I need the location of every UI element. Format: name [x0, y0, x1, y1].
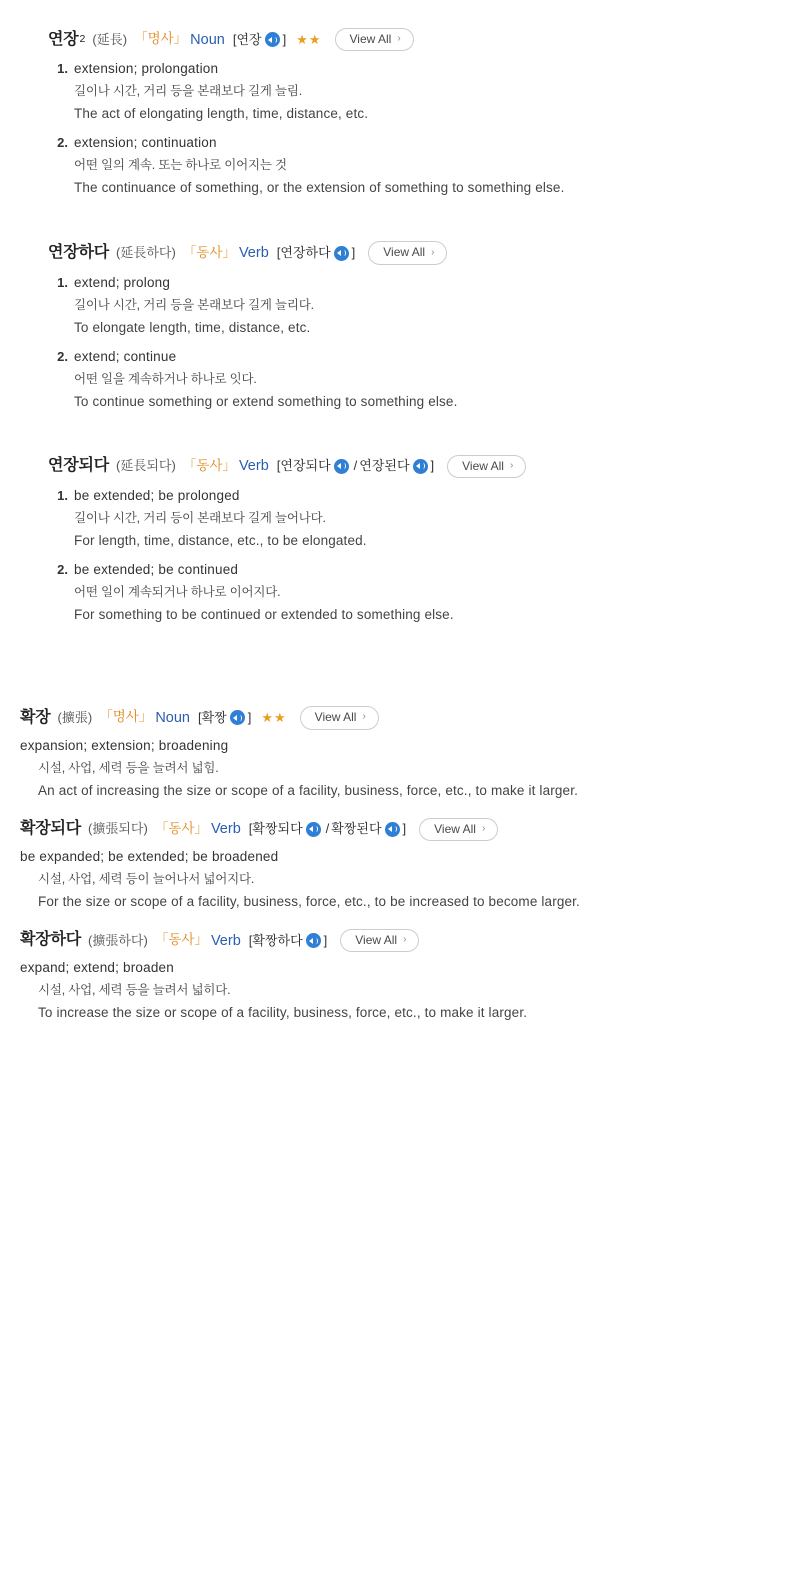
- frequency-stars: ★★: [261, 709, 287, 725]
- spacer: [20, 435, 780, 455]
- english-definition: To increase the size or scope of a facility, business, force, etc., to make it larger.: [38, 1005, 528, 1021]
- entry-header: [20, 706, 780, 729]
- sense: [20, 849, 780, 909]
- entry-group-hwakjang: [20, 706, 780, 1020]
- korean-definition: 시설, 사업, 세력 등을 늘려서 넓히다.: [38, 983, 231, 998]
- english-gloss: expand; extend; broaden: [20, 960, 174, 976]
- pos-english: Verb: [238, 244, 269, 261]
- sense: [48, 349, 780, 409]
- view-all-label: View All: [434, 821, 476, 836]
- english-gloss: expansion; extension; broadening: [20, 737, 229, 753]
- english-gloss: be expanded; be extended; be broadened: [20, 848, 279, 864]
- pos-english: Verb: [238, 458, 269, 475]
- pronunciation: [ 확짱하다 ]: [248, 932, 328, 948]
- chevron-right-icon: ›: [403, 934, 407, 946]
- headword-superscript: 2: [79, 33, 86, 46]
- pronunciation: [ 확짱 ]: [197, 709, 252, 725]
- sense: [48, 562, 780, 622]
- hanja: (擴張되다): [88, 821, 148, 837]
- dictionary-entry: [20, 28, 780, 195]
- korean-definition: 어떤 일이 계속되거나 하나로 이어지다.: [74, 585, 281, 600]
- english-gloss: be extended; be prolonged: [74, 488, 240, 504]
- headword: 연장: [48, 30, 79, 48]
- pronunciation: [ 연장되다 / 연장된다 ]: [276, 458, 435, 474]
- sense: [48, 61, 780, 121]
- view-all-label: View All: [355, 932, 398, 947]
- english-gloss: extend; continue: [74, 348, 177, 364]
- korean-definition: 길이나 시간, 거리 등을 본래보다 길게 늘리다.: [74, 297, 314, 312]
- headword: 확장: [20, 708, 51, 726]
- view-all-button[interactable]: [447, 455, 526, 478]
- sense-number: 1 .: [48, 275, 68, 290]
- korean-definition: 시설, 사업, 세력 등이 늘어나서 넓어지다.: [38, 871, 255, 886]
- english-definition: An act of increasing the size or scope of a facility, business, force, etc., to make it larger.: [38, 782, 578, 798]
- pronunciation: [ 확짱되다 / 확짱된다 ]: [248, 821, 407, 837]
- headword: 연장하다: [48, 243, 110, 261]
- english-definition: To elongate length, time, distance, etc.: [74, 319, 311, 335]
- speaker-icon[interactable]: [230, 710, 245, 725]
- sense: [48, 488, 780, 548]
- pos-korean: 「동사」: [182, 244, 236, 260]
- english-definition: For something to be continued or extended to something else.: [74, 607, 454, 623]
- entry-header: [48, 241, 780, 264]
- view-all-label: View All: [462, 458, 504, 473]
- hanja: (擴張하다): [88, 932, 148, 948]
- view-all-button[interactable]: [335, 28, 414, 51]
- entry-header: [20, 929, 780, 952]
- pos-korean: 「동사」: [154, 932, 208, 948]
- hanja: (擴張): [57, 709, 93, 725]
- speaker-icon[interactable]: [306, 822, 321, 837]
- english-gloss: extend; prolong: [74, 274, 171, 290]
- sense-number: 2 .: [48, 562, 68, 577]
- dictionary-entry: [20, 818, 780, 909]
- pronunciation: [ 연장하다 ]: [276, 244, 356, 260]
- chevron-right-icon: ›: [362, 711, 366, 723]
- sense-number: 2 .: [48, 135, 68, 150]
- view-all-button[interactable]: [300, 706, 379, 729]
- pos-korean: 「동사」: [154, 820, 208, 836]
- speaker-icon[interactable]: [334, 246, 349, 261]
- pos-english: Verb: [210, 932, 241, 949]
- english-definition: For the size or scope of a facility, business, force, etc., to be increased to become larger.: [38, 893, 580, 909]
- korean-definition: 길이나 시간, 거리 등을 본래보다 길게 늘림.: [74, 84, 303, 99]
- pos-english: Noun: [190, 31, 225, 48]
- korean-definition: 시설, 사업, 세력 등을 늘려서 넓힘.: [38, 760, 219, 775]
- korean-definition: 어떤 일을 계속하거나 하나로 잇다.: [74, 371, 257, 386]
- speaker-icon[interactable]: [385, 822, 400, 837]
- english-definition: For length, time, distance, etc., to be elongated.: [74, 533, 367, 549]
- english-definition: The continuance of something, or the extension of something to something else.: [74, 180, 565, 196]
- sense-number: 2 .: [48, 349, 68, 364]
- dictionary-entry: [20, 929, 780, 1020]
- pos-english: Verb: [210, 821, 241, 838]
- english-gloss: extension; continuation: [74, 135, 217, 151]
- section-spacer: [20, 648, 780, 706]
- spacer: [20, 221, 780, 241]
- speaker-icon[interactable]: [306, 933, 321, 948]
- sense-number: 1 .: [48, 61, 68, 76]
- entry-header: [48, 28, 780, 51]
- speaker-icon[interactable]: [265, 32, 280, 47]
- dictionary-entry: [20, 706, 780, 797]
- headword: 연장되다: [48, 457, 110, 475]
- chevron-right-icon: ›: [397, 33, 401, 45]
- chevron-right-icon: ›: [481, 822, 486, 834]
- speaker-icon[interactable]: [334, 459, 349, 474]
- pos-korean: 「동사」: [182, 458, 236, 474]
- entry-header: [48, 455, 780, 478]
- frequency-stars: ★★: [296, 31, 322, 47]
- sense: [20, 738, 780, 798]
- english-gloss: be extended; be continued: [74, 562, 239, 578]
- pos-korean: 「명사」: [134, 31, 188, 47]
- korean-definition: 어떤 일의 계속. 또는 하나로 이어지는 것: [74, 158, 287, 173]
- dictionary-entry: [20, 455, 780, 622]
- view-all-label: View All: [349, 32, 392, 46]
- sense: [20, 960, 780, 1020]
- entry-group-yeonjang: [20, 28, 780, 622]
- chevron-right-icon: ›: [509, 459, 514, 471]
- view-all-button[interactable]: [419, 818, 498, 841]
- hanja: (延長하다): [116, 244, 176, 260]
- korean-definition: 길이나 시간, 거리 등이 본래보다 길게 늘어나다.: [74, 511, 326, 526]
- pronunciation: [ 연장 ]: [232, 31, 287, 47]
- pos-english: Noun: [155, 709, 190, 726]
- speaker-icon[interactable]: [413, 459, 428, 474]
- dictionary-entry: [20, 241, 780, 408]
- sense-number: 1 .: [48, 488, 68, 503]
- english-gloss: extension; prolongation: [74, 61, 219, 77]
- view-all-label: View All: [383, 245, 426, 260]
- view-all-button[interactable]: [340, 929, 419, 952]
- hanja: (延長되다): [116, 458, 176, 474]
- sense: [48, 135, 780, 195]
- headword: 확장하다: [20, 931, 82, 949]
- english-definition: The act of elongating length, time, distance, etc.: [74, 106, 369, 122]
- pos-korean: 「명사」: [99, 709, 153, 725]
- view-all-button[interactable]: [368, 241, 447, 264]
- chevron-right-icon: ›: [431, 246, 435, 258]
- english-definition: To continue something or extend something to something else.: [74, 393, 458, 409]
- headword: 확장되다: [20, 820, 82, 838]
- sense: [48, 275, 780, 335]
- hanja: (延長): [92, 31, 128, 47]
- view-all-label: View All: [314, 710, 357, 725]
- entry-header: [20, 818, 780, 841]
